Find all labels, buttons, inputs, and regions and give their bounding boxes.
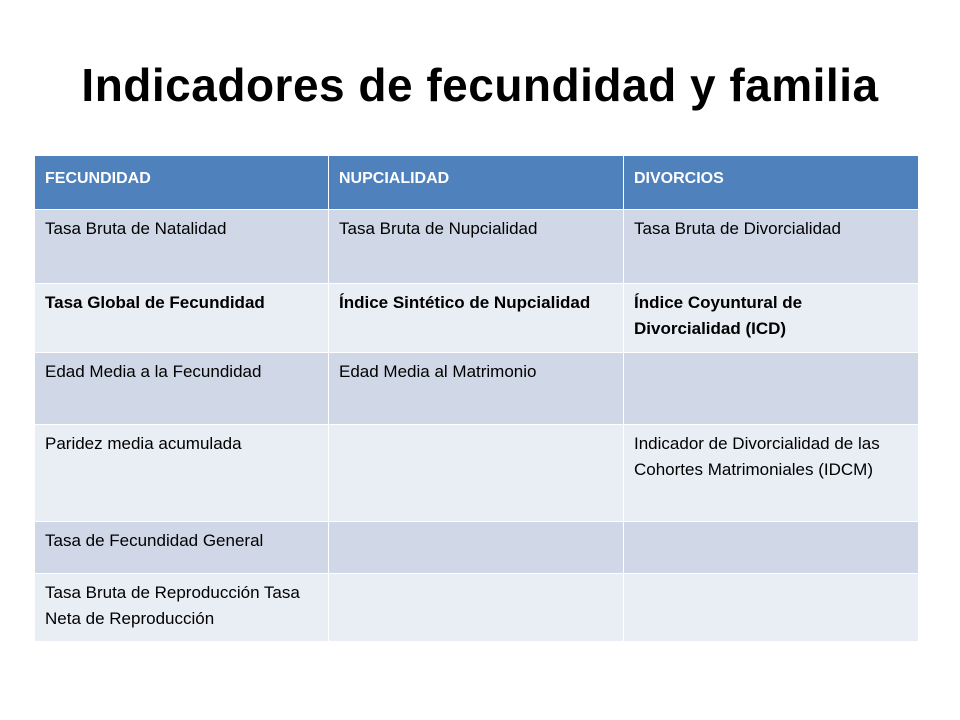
table-cell: Paridez media acumulada (35, 425, 329, 522)
table-row (35, 353, 919, 425)
table-cell (624, 353, 919, 425)
table-cell: Tasa Bruta de Divorcialidad (624, 210, 919, 284)
table-cell: Indicador de Divorcialidad de las Cohortes Matrimoniales (IDCM) (624, 425, 919, 522)
table-cell: Índice Sintético de Nupcialidad (329, 284, 624, 353)
table-cell: Edad Media a la Fecundidad (35, 353, 329, 425)
table-cell: Tasa Bruta de Reproducción Tasa Neta de Reproducción (35, 574, 329, 642)
table-cell: Tasa Bruta de Natalidad (35, 210, 329, 284)
table-header-row (35, 156, 919, 210)
indicators-table (34, 155, 919, 642)
table-cell: Tasa Global de Fecundidad (35, 284, 329, 353)
header-fecundidad: FECUNDIDAD (35, 156, 329, 210)
table-row (35, 574, 919, 642)
table-row (35, 210, 919, 284)
slide-title: Indicadores de fecundidad y familia (81, 59, 879, 111)
header-divorcios: DIVORCIOS (624, 156, 919, 210)
table-row (35, 284, 919, 353)
table-cell (624, 522, 919, 574)
table-cell (329, 522, 624, 574)
table-cell (624, 574, 919, 642)
table-cell (329, 574, 624, 642)
table-cell: Edad Media al Matrimonio (329, 353, 624, 425)
table-row (35, 522, 919, 574)
table-row (35, 425, 919, 522)
table-cell (329, 425, 624, 522)
table-cell: Tasa Bruta de Nupcialidad (329, 210, 624, 284)
header-nupcialidad: NUPCIALIDAD (329, 156, 624, 210)
table-cell: Tasa de Fecundidad General (35, 522, 329, 574)
table-cell: Índice Coyuntural de Divorcialidad (ICD) (624, 284, 919, 353)
